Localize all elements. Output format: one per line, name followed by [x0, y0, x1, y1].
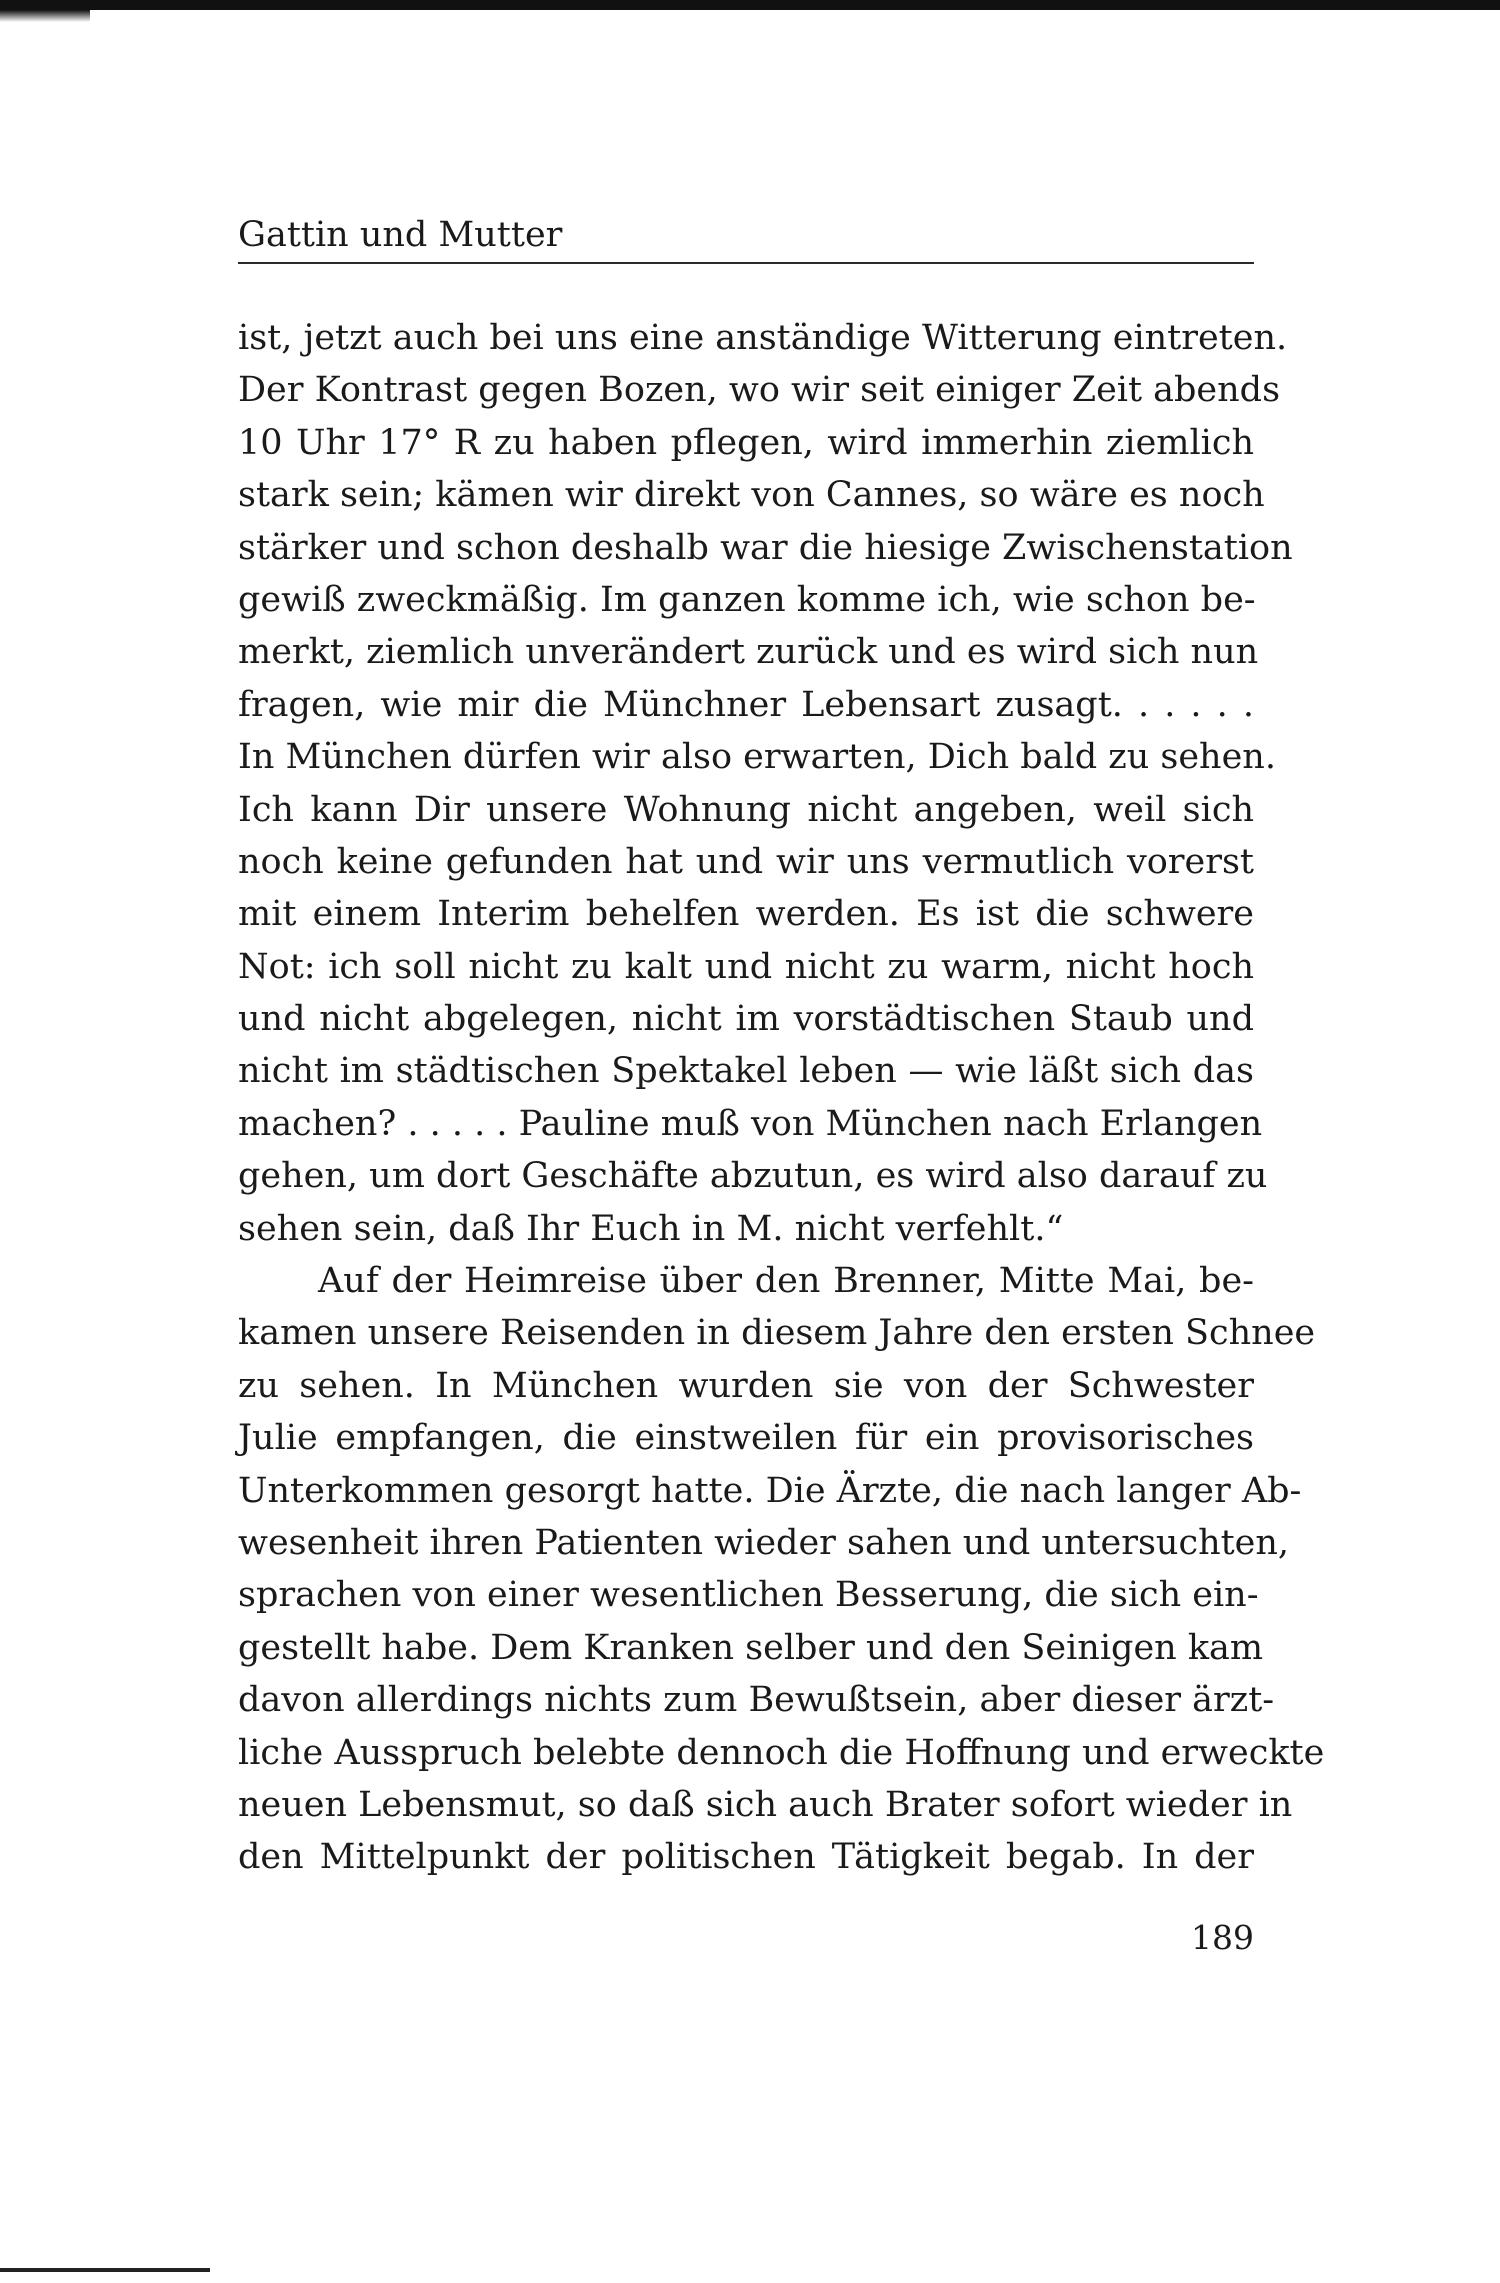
body-text [238, 312, 1325, 1884]
text-line: fragen, wie mir die Münchner Lebensart zusagt. . . . . . [238, 684, 1254, 725]
text-line: Ich kann Dir unsere Wohnung nicht angeben, weil sich [238, 789, 1254, 830]
text-line: Auf der Heimreise über den Brenner, Mitte Mai, be- [318, 1261, 1254, 1302]
text-line: 10 Uhr 17° R zu haben pflegen, wird immerhin ziemlich [238, 422, 1254, 463]
text-line: mit einem Interim behelfen werden. Es ist die schwere [238, 894, 1254, 935]
text-line: machen? . . . . . Pauline muß von München nach Erlangen [238, 1103, 1263, 1144]
text-line: Unterkommen gesorgt hatte. Die Ärzte, die nach langer Ab- [238, 1470, 1302, 1511]
text-line: wesenheit ihren Patienten wieder sahen und untersuchten, [238, 1522, 1290, 1563]
text-line: Julie empfangen, die einstweilen für ein provisorisches [238, 1418, 1254, 1459]
text-line: nicht im städtischen Spektakel leben — wie läßt sich das [238, 1051, 1254, 1092]
text-line: sehen sein, daß Ihr Euch in M. nicht verfehlt.“ [238, 1208, 1064, 1249]
text-line: noch keine gefunden hat und wir uns vermutlich vorerst [238, 841, 1254, 882]
text-line: ist, jetzt auch bei uns eine anständige Witterung eintreten. [238, 318, 1288, 358]
text-line: zu sehen. In München wurden sie von der Schwester [238, 1365, 1254, 1406]
text-line: stark sein; kämen wir direkt von Cannes, so wäre es noch [238, 475, 1265, 516]
running-head: Gattin und Mutter [238, 215, 563, 255]
text-line: merkt, ziemlich unverändert zurück und es wird sich nun [238, 632, 1259, 673]
text-line: Der Kontrast gegen Bozen, wo wir seit einiger Zeit abends [238, 370, 1281, 411]
text-line: neuen Lebensmut, so daß sich auch Brater sofort wieder in [238, 1784, 1293, 1825]
text-line: den Mittelpunkt der politischen Tätigkeit begab. In der [238, 1837, 1254, 1878]
text-line: gewiß zweckmäßig. Im ganzen komme ich, wie schon be- [238, 579, 1256, 620]
scan-top-edge-shadow [0, 10, 90, 22]
scan-bottom-mark [0, 2268, 210, 2272]
text-line: und nicht abgelegen, nicht im vorstädtischen Staub und [238, 999, 1254, 1040]
text-line: kamen unsere Reisenden in diesem Jahre den ersten Schnee [238, 1313, 1316, 1354]
text-line: In München dürfen wir also erwarten, Dich bald zu sehen. [238, 737, 1276, 778]
header-rule [238, 262, 1254, 264]
text-line: Not: ich soll nicht zu kalt und nicht zu warm, nicht hoch [238, 946, 1254, 987]
text-line: davon allerdings nichts zum Bewußtsein, aber dieser ärzt- [238, 1680, 1275, 1721]
text-line: stärker und schon deshalb war die hiesige Zwischenstation [238, 527, 1293, 568]
page-number: 189 [1191, 1918, 1254, 1957]
scan-top-edge [0, 0, 1500, 10]
text-line: liche Ausspruch belebte dennoch die Hoffnung und erweckte [238, 1732, 1325, 1773]
text-line: gestellt habe. Dem Kranken selber und den Seinigen kam [238, 1627, 1264, 1668]
text-line: sprachen von einer wesentlichen Besserung, die sich ein- [238, 1575, 1259, 1616]
text-line: gehen, um dort Geschäfte abzutun, es wird also darauf zu [238, 1156, 1268, 1197]
